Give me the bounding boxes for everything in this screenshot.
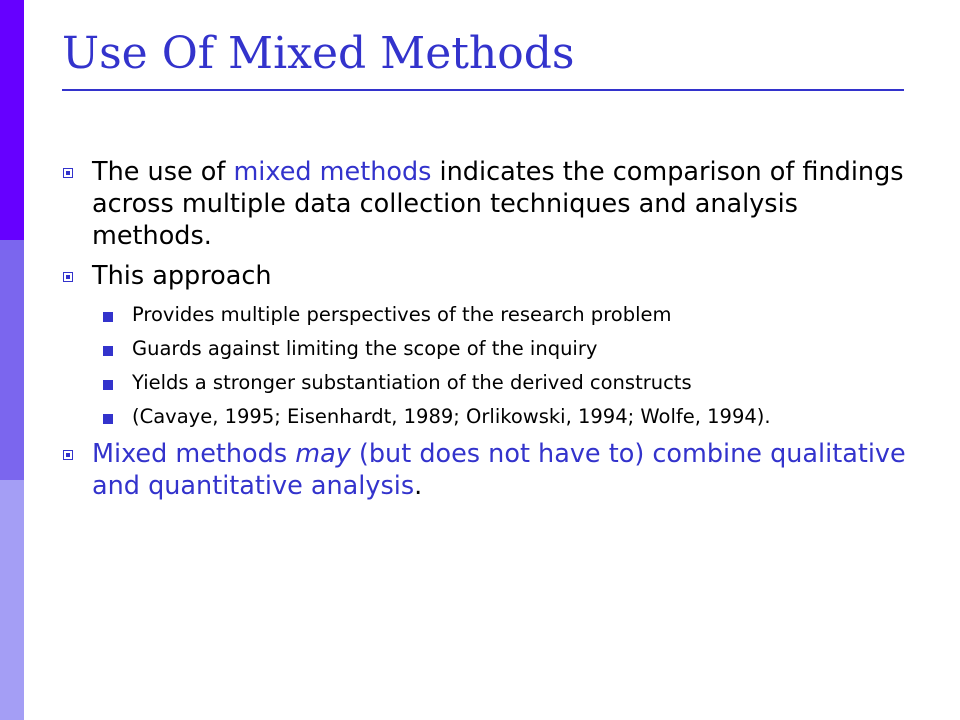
filled-square-bullet-icon xyxy=(103,346,113,356)
bullet-end-period: . xyxy=(414,471,423,501)
approach-sub-list xyxy=(62,302,922,430)
bullet-text-post: indicates the comparison of findings across multiple data collection techniques and analysis methods. xyxy=(92,157,904,251)
sidebar-segment-middle xyxy=(0,240,24,480)
sub-bullet-text: (Cavaye, 1995; Eisenhardt, 1989; Orlikowski, 1994; Wolfe, 1994). xyxy=(132,405,771,428)
sub-bullet-text: Guards against limiting the scope of the inquiry xyxy=(132,337,598,360)
bullet-text: This approach xyxy=(92,261,272,291)
slide-body xyxy=(62,156,922,510)
bullet-text-post: (but does not have to) combine qualitative and quantitative analysis xyxy=(92,439,906,501)
bullet-this-approach xyxy=(62,260,922,292)
filled-square-bullet-icon xyxy=(103,380,113,390)
sidebar-decoration xyxy=(0,0,24,720)
sub-bullet-text: Yields a stronger substantiation of the derived constructs xyxy=(132,371,692,394)
bullet-mixed-methods-definition xyxy=(62,156,922,252)
square-bullet-icon xyxy=(63,272,73,282)
sub-bullet-citations xyxy=(102,404,922,430)
sub-bullet-substantiation xyxy=(102,370,922,396)
title-underline xyxy=(62,89,904,91)
square-bullet-icon xyxy=(63,168,73,178)
bullet-qualitative-quantitative xyxy=(62,438,922,502)
sub-bullet-scope xyxy=(102,336,922,362)
bullet-text-pre: Mixed methods xyxy=(92,439,296,469)
sidebar-segment-top xyxy=(0,0,24,240)
sidebar-segment-bottom xyxy=(0,480,24,720)
bullet-highlight-mixed-methods: mixed methods xyxy=(233,157,432,187)
square-bullet-icon xyxy=(63,450,73,460)
bullet-text-pre: The use of xyxy=(92,157,234,187)
filled-square-bullet-icon xyxy=(103,414,113,424)
sub-bullet-perspectives xyxy=(102,302,922,328)
sub-bullet-text: Provides multiple perspectives of the research problem xyxy=(132,303,672,326)
filled-square-bullet-icon xyxy=(103,312,113,322)
slide-title: Use Of Mixed Methods xyxy=(62,28,575,79)
bullet-emphasis-may: may xyxy=(295,439,351,469)
